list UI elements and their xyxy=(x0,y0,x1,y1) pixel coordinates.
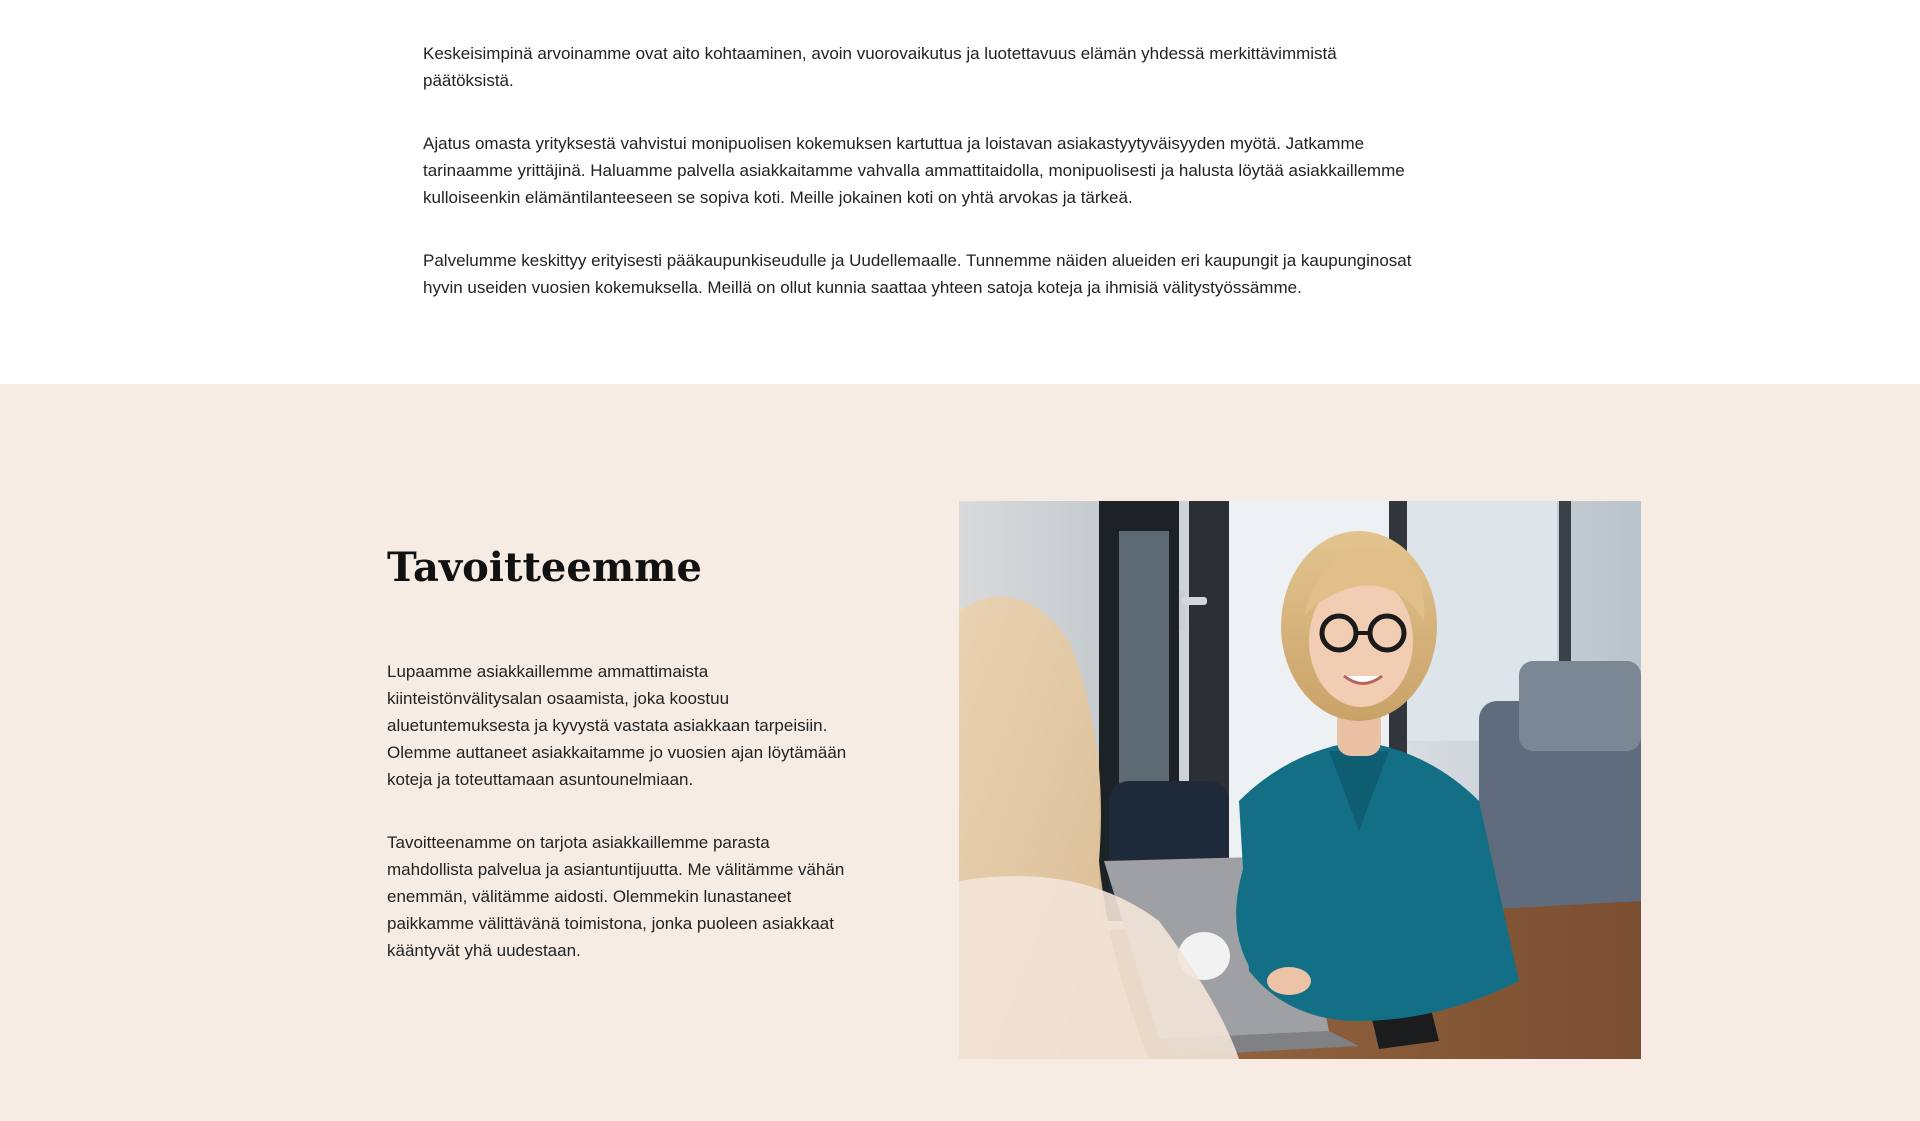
intro-paragraph-company: Ajatus omasta yrityksestä vahvistui monipuolisen kokemuksen kartuttua ja loistavan asiakastyytyväisyyden myötä. Jatkamme tarinaamme yrittäjinä. Haluamme palvella asiakkaitamme vahvalla ammattitaidolla, monipuolisesti ja halusta löytää asiakkaillemme kulloiseenkin elämäntilanteeseen se sopiva koti. Meille jokainen koti on yhtä arvokas ja tärkeä. xyxy=(423,134,1405,207)
goals-paragraph-aim: Tavoitteenamme on tarjota asiakkaillemme parasta mahdollista palvelua ja asiantuntijuutta. Me välitämme vähän enemmän, välitämme aidosti. Olemmekin lunastaneet paikkamme välittävänä toimistona, jonka puoleen asiakkaat kääntyvät yhä uudestaan. xyxy=(387,833,845,960)
goals-title: Tavoitteemme xyxy=(387,544,702,591)
goals-section xyxy=(0,384,1920,1121)
goals-paragraph-promise: Lupaamme asiakkaillemme ammattimaista kiinteistönvälitysalan osaamista, joka koostuu aluetuntemuksesta ja kyvystä vastata asiakkaan tarpeisiin. Olemme auttaneet asiakkaitamme jo vuosien ajan löytämään koteja ja toteuttamaan asuntounelmiaan. xyxy=(387,662,847,789)
goals-text-block xyxy=(387,544,847,1000)
intro-text-block xyxy=(423,40,1423,337)
intro-paragraph-values: Keskeisimpinä arvoinamme ovat aito kohtaaminen, avoin vuorovaikutus ja luotettavuus elämän yhdessä merkittävimmistä päätöksistä. xyxy=(423,44,1337,90)
agent-meeting-photo xyxy=(959,501,1641,1059)
intro-paragraph-area: Palvelumme keskittyy erityisesti pääkaupunkiseudulle ja Uudellemaalle. Tunnemme näiden alueiden eri kaupungit ja kaupunginosat hyvin useiden vuosien kokemuksella. Meillä on ollut kunnia saattaa yhteen satoja koteja ja ihmisiä välitystyössämme. xyxy=(423,251,1412,297)
intro-section xyxy=(0,0,1920,384)
